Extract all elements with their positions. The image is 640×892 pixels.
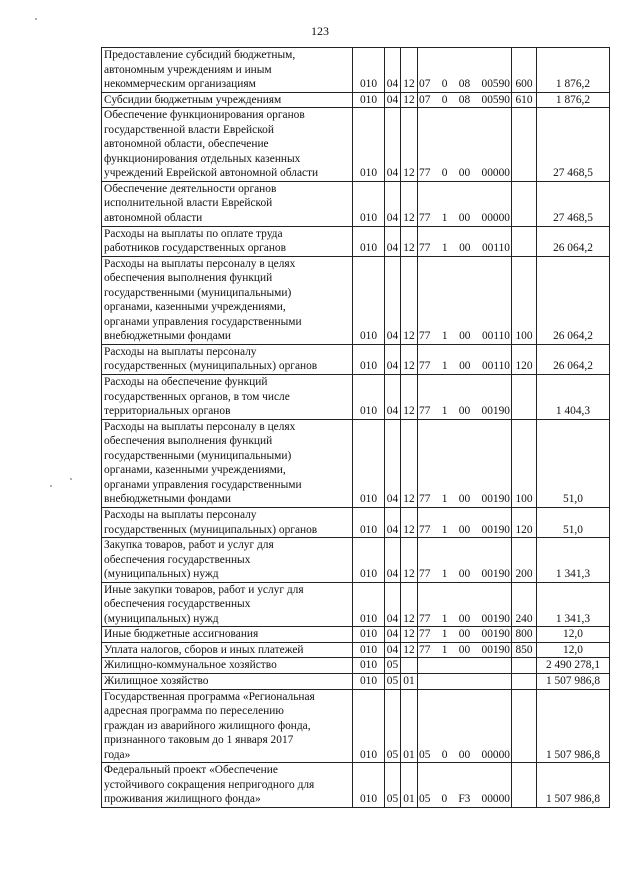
expense-name-line: государственных (муниципальных) органов (104, 523, 318, 536)
code-rz-cell: 05 (385, 763, 401, 808)
expense-name-line: государственных органов, в том числе (104, 390, 290, 403)
expense-name-line: автономной области, обеспечение (104, 138, 269, 151)
code-csr-cell (418, 48, 512, 93)
amount-cell: 1 341,3 (537, 538, 610, 583)
code-rz-cell: 04 (385, 538, 401, 583)
expense-name-line: Расходы на выплаты персоналу (104, 345, 257, 358)
table-row (102, 375, 610, 420)
code-csr-part: 1 (441, 212, 448, 225)
code-csr-part: 08 (458, 93, 471, 106)
code-csr-cell (418, 256, 512, 344)
expense-name-cell (102, 642, 353, 658)
code-rz-cell: 04 (385, 226, 401, 256)
expense-name-line: обеспечения государственных (104, 598, 251, 611)
code-csr-part: 00190 (481, 493, 510, 506)
code-csr-part: 00 (458, 212, 471, 225)
expense-name-line: территориальных органов (104, 405, 231, 418)
code-pr-cell: 12 (401, 642, 418, 658)
amount-cell: 27 468,5 (537, 181, 610, 226)
code-pr-cell: 12 (401, 419, 418, 507)
code-csr-part: 1 (441, 405, 448, 418)
code-pr-cell: 12 (401, 582, 418, 627)
code-csr-part: 1 (441, 568, 448, 581)
code-csr-part: 1 (441, 330, 448, 343)
expense-name-line: граждан из аварийного жилищного фонда, (104, 719, 311, 732)
expense-name-line: некоммерческим организациям (104, 78, 256, 91)
expense-name-cell (102, 92, 353, 108)
expense-name-line: проживания жилищного фонда» (104, 793, 261, 806)
code-csr-part: 0 (441, 793, 448, 806)
code-csr-part: 05 (419, 793, 431, 806)
expense-name-line: функционирования отдельных казенных (104, 152, 301, 165)
expense-name-line: обеспечения государственных (104, 553, 251, 566)
code-csr-part: 1 (441, 612, 448, 625)
code-vr-cell: 120 (512, 507, 537, 537)
code-csr-part: 00110 (481, 330, 510, 343)
expense-name-cell (102, 108, 353, 182)
code-csr-part: 77 (419, 212, 431, 225)
expense-name-line: учреждений Еврейской автономной области (104, 167, 319, 180)
code-gr-cell: 010 (353, 689, 385, 763)
table-row (102, 763, 610, 808)
code-gr-cell: 010 (353, 48, 385, 93)
table-row (102, 582, 610, 627)
code-vr-cell (512, 658, 537, 674)
expense-name-line: Иные закупки товаров, работ и услуг для (104, 583, 304, 596)
code-rz-cell: 04 (385, 181, 401, 226)
code-vr-cell: 800 (512, 627, 537, 643)
code-csr-part: 1 (441, 523, 448, 536)
expense-name-line: Обеспечение функционирования органов (104, 109, 305, 122)
code-vr-cell (512, 181, 537, 226)
code-csr-cell (418, 181, 512, 226)
code-pr-cell: 12 (401, 507, 418, 537)
expense-name-line: Жилищно-коммунальное хозяйство (104, 659, 277, 672)
code-csr-cell (418, 582, 512, 627)
code-csr-cell (418, 673, 512, 689)
code-pr-cell: 12 (401, 92, 418, 108)
code-vr-cell (512, 375, 537, 420)
code-csr-part: 77 (419, 493, 431, 506)
expense-name-line: Предоставление субсидий бюджетным, (104, 49, 296, 61)
expense-name-line: Жилищное хозяйство (104, 674, 209, 687)
code-csr-part: 00000 (481, 167, 510, 180)
code-gr-cell: 010 (353, 507, 385, 537)
code-csr-part: 0 (441, 748, 448, 761)
expense-name-cell (102, 256, 353, 344)
code-csr-parts (418, 77, 511, 92)
code-csr-part: 00 (458, 628, 471, 641)
amount-cell: 27 468,5 (537, 108, 610, 182)
expense-name-cell (102, 627, 353, 643)
code-rz-cell: 04 (385, 92, 401, 108)
code-csr-parts (418, 612, 511, 627)
expense-name-cell (102, 689, 353, 763)
code-pr-cell: 12 (401, 375, 418, 420)
code-csr-part: 00 (458, 523, 471, 536)
code-pr-cell: 12 (401, 344, 418, 374)
code-gr-cell: 010 (353, 763, 385, 808)
code-csr-parts (418, 404, 511, 419)
code-csr-cell (418, 108, 512, 182)
code-csr-parts (418, 748, 511, 763)
code-csr-part: 1 (441, 493, 448, 506)
expense-name-line: автономной области (104, 212, 203, 225)
code-gr-cell: 010 (353, 642, 385, 658)
code-gr-cell: 010 (353, 108, 385, 182)
code-csr-cell (418, 507, 512, 537)
code-pr-cell: 01 (401, 763, 418, 808)
code-csr-parts (418, 792, 511, 807)
table-row (102, 256, 610, 344)
code-vr-cell: 610 (512, 92, 537, 108)
code-gr-cell: 010 (353, 673, 385, 689)
code-vr-cell: 100 (512, 419, 537, 507)
code-vr-cell: 240 (512, 582, 537, 627)
code-gr-cell: 010 (353, 582, 385, 627)
expense-name-line: Субсидии бюджетным учреждениям (104, 93, 282, 106)
code-pr-cell: 12 (401, 48, 418, 93)
expense-name-line: органами управления государственными (104, 478, 302, 491)
table-row (102, 507, 610, 537)
table-row (102, 344, 610, 374)
code-pr-cell: 12 (401, 256, 418, 344)
expense-name-line: Расходы на обеспечение функций (104, 376, 268, 389)
scan-speck (50, 485, 52, 487)
expense-name-line: автономным учреждениям и иным (104, 63, 272, 76)
code-vr-cell: 600 (512, 48, 537, 93)
code-vr-cell (512, 108, 537, 182)
code-csr-parts (418, 166, 511, 181)
code-gr-cell: 010 (353, 658, 385, 674)
expense-name-line: внебюджетными фондами (104, 493, 232, 506)
code-csr-part: F3 (458, 793, 471, 806)
amount-cell: 2 490 278,1 (537, 658, 610, 674)
code-csr-part: 1 (441, 628, 448, 641)
code-rz-cell: 04 (385, 419, 401, 507)
expense-name-line: Закупка товаров, работ и услуг для (104, 539, 274, 552)
code-rz-cell: 04 (385, 582, 401, 627)
expense-name-line: государственных (муниципальных) органов (104, 360, 318, 373)
code-csr-part: 00110 (481, 242, 510, 255)
table-row (102, 48, 610, 93)
expense-name-line: обеспечения выполнения функций (104, 435, 273, 448)
expense-name-cell (102, 673, 353, 689)
code-csr-parts (418, 492, 511, 507)
amount-cell: 1 507 986,8 (537, 763, 610, 808)
expense-name-line: органами, казенными учреждениями, (104, 301, 286, 314)
expense-name-line: признанного таковым до 1 января 2017 (104, 734, 294, 747)
code-csr-cell (418, 226, 512, 256)
code-csr-part: 00 (458, 748, 471, 761)
code-csr-part: 00190 (481, 523, 510, 536)
code-csr-part: 77 (419, 643, 431, 656)
code-csr-part: 77 (419, 405, 431, 418)
code-csr-part: 00 (458, 493, 471, 506)
code-csr-part: 00110 (481, 360, 510, 373)
amount-cell: 1 404,3 (537, 375, 610, 420)
code-gr-cell: 010 (353, 256, 385, 344)
code-vr-cell: 120 (512, 344, 537, 374)
code-csr-part: 00 (459, 242, 471, 255)
code-pr-cell: 12 (401, 226, 418, 256)
code-csr-part: 0 (441, 93, 448, 106)
code-csr-part: 00590 (481, 93, 510, 106)
amount-cell: 1 341,3 (537, 582, 610, 627)
code-vr-cell (512, 689, 537, 763)
code-rz-cell: 05 (385, 673, 401, 689)
code-rz-cell: 04 (385, 48, 401, 93)
expense-name-line: органами, казенными учреждениями, (104, 464, 286, 477)
code-rz-cell: 05 (385, 658, 401, 674)
code-csr-part: 0 (441, 167, 448, 180)
amount-cell: 51,0 (537, 507, 610, 537)
table-row (102, 226, 610, 256)
code-csr-part: 00 (458, 568, 471, 581)
code-csr-cell (418, 689, 512, 763)
code-rz-cell: 05 (385, 689, 401, 763)
code-csr-part: 00 (458, 612, 471, 625)
table-row (102, 689, 610, 763)
code-pr-cell: 12 (401, 538, 418, 583)
code-pr-cell: 12 (401, 108, 418, 182)
code-vr-cell (512, 763, 537, 808)
code-csr-part: 77 (419, 242, 431, 255)
amount-cell: 1 876,2 (537, 48, 610, 93)
amount-cell: 26 064,2 (537, 344, 610, 374)
expense-name-line: Расходы на выплаты по оплате труда (104, 227, 283, 240)
expense-name-cell (102, 181, 353, 226)
code-csr-parts (418, 211, 511, 226)
code-gr-cell: 010 (353, 226, 385, 256)
table-row (102, 419, 610, 507)
table-row (102, 92, 610, 108)
expense-name-cell (102, 375, 353, 420)
code-rz-cell: 04 (385, 642, 401, 658)
code-rz-cell: 04 (385, 108, 401, 182)
code-gr-cell: 010 (353, 344, 385, 374)
expense-name-cell (102, 538, 353, 583)
code-csr-part: 05 (419, 748, 431, 761)
table-row (102, 538, 610, 583)
code-csr-part: 00190 (481, 643, 510, 656)
code-vr-cell: 100 (512, 256, 537, 344)
code-pr-cell: 12 (401, 181, 418, 226)
amount-cell: 26 064,2 (537, 256, 610, 344)
code-csr-cell (418, 344, 512, 374)
expense-name-line: Федеральный проект «Обеспечение (104, 764, 278, 777)
expense-name-cell (102, 48, 353, 93)
amount-cell: 12,0 (537, 642, 610, 658)
code-csr-part: 1 (441, 242, 448, 255)
expense-name-line: Иные бюджетные ассигнования (104, 628, 259, 641)
expense-name-line: Уплата налогов, сборов и иных платежей (104, 643, 304, 656)
expense-name-line: (муниципальных) нужд (104, 568, 219, 581)
code-pr-cell: 01 (401, 689, 418, 763)
expense-name-line: года» (104, 748, 131, 761)
code-vr-cell (512, 226, 537, 256)
code-csr-cell (418, 375, 512, 420)
code-csr-part: 00000 (481, 212, 510, 225)
table-body (102, 48, 610, 808)
expense-name-line: устойчивого сокращения непригодного для (104, 778, 315, 791)
amount-cell: 26 064,2 (537, 226, 610, 256)
code-pr-cell (401, 658, 418, 674)
expense-name-cell (102, 419, 353, 507)
expense-name-cell (102, 582, 353, 627)
code-csr-parts (418, 359, 511, 374)
expense-name-line: исполнительной власти Еврейской (104, 197, 273, 210)
code-csr-part: 08 (458, 78, 471, 91)
code-vr-cell: 850 (512, 642, 537, 658)
amount-cell: 12,0 (537, 627, 610, 643)
code-csr-part: 00 (458, 167, 471, 180)
table-row (102, 108, 610, 182)
code-csr-part: 00190 (481, 628, 510, 641)
code-gr-cell: 010 (353, 181, 385, 226)
amount-cell: 1 507 986,8 (537, 689, 610, 763)
code-csr-part: 00590 (481, 78, 510, 91)
scan-speck (35, 18, 37, 20)
expense-name-line: государственными (муниципальными) (104, 449, 292, 462)
page-number: 123 (311, 24, 329, 38)
code-csr-part: 1 (441, 643, 448, 656)
budget-table (101, 47, 610, 808)
code-vr-cell (512, 673, 537, 689)
code-pr-cell: 01 (401, 673, 418, 689)
expense-name-cell (102, 763, 353, 808)
code-pr-cell: 12 (401, 627, 418, 643)
expense-name-line: Расходы на выплаты персоналу в целях (104, 420, 296, 433)
code-csr-part: 00 (458, 643, 471, 656)
code-csr-part: 77 (419, 167, 431, 180)
code-csr-part: 00190 (481, 405, 510, 418)
code-csr-part: 0 (441, 78, 448, 91)
expense-name-line: работников государственных органов (104, 242, 287, 255)
code-csr-parts (418, 643, 511, 658)
amount-cell: 51,0 (537, 419, 610, 507)
code-gr-cell: 010 (353, 419, 385, 507)
expense-name-line: государственной власти Еврейской (104, 123, 274, 136)
code-rz-cell: 04 (385, 507, 401, 537)
expense-name-line: Обеспечение деятельности органов (104, 182, 277, 195)
code-gr-cell: 010 (353, 92, 385, 108)
code-rz-cell: 04 (385, 627, 401, 643)
table-row (102, 673, 610, 689)
expense-name-cell (102, 344, 353, 374)
code-rz-cell: 04 (385, 344, 401, 374)
expense-name-line: Государственная программа «Региональная (104, 690, 315, 703)
expense-name-line: Расходы на выплаты персоналу в целях (104, 257, 296, 270)
code-csr-part: 07 (419, 78, 431, 91)
code-csr-part: 07 (419, 93, 431, 106)
code-rz-cell: 04 (385, 256, 401, 344)
table-row (102, 181, 610, 226)
code-csr-part: 77 (419, 568, 431, 581)
table-row (102, 658, 610, 674)
code-rz-cell: 04 (385, 375, 401, 420)
code-csr-part: 00000 (481, 793, 510, 806)
table-row (102, 642, 610, 658)
code-csr-cell (418, 763, 512, 808)
expense-name-line: (муниципальных) нужд (104, 612, 219, 625)
code-csr-part: 1 (441, 360, 448, 373)
code-gr-cell: 010 (353, 627, 385, 643)
code-csr-part: 00000 (481, 748, 510, 761)
code-csr-parts (418, 329, 511, 344)
expense-name-line: органами управления государственными (104, 315, 302, 328)
code-csr-cell (418, 658, 512, 674)
expense-name-line: адресная программа по переселению (104, 705, 284, 718)
expense-name-line: внебюджетными фондами (104, 330, 232, 343)
amount-cell: 1 876,2 (537, 92, 610, 108)
table-row (102, 627, 610, 643)
code-csr-cell (418, 627, 512, 643)
expense-name-cell (102, 658, 353, 674)
code-gr-cell: 010 (353, 375, 385, 420)
code-csr-part: 00190 (481, 568, 510, 581)
code-csr-part: 77 (419, 330, 431, 343)
expense-name-cell (102, 226, 353, 256)
code-csr-part: 00 (459, 330, 471, 343)
code-csr-cell (418, 92, 512, 108)
scan-speck (70, 478, 72, 480)
code-csr-cell (418, 538, 512, 583)
code-csr-part: 00 (459, 360, 471, 373)
code-csr-part: 77 (419, 628, 431, 641)
code-gr-cell: 010 (353, 538, 385, 583)
expense-name-line: Расходы на выплаты персоналу (104, 508, 257, 521)
expense-name-line: государственными (муниципальными) (104, 286, 292, 299)
code-vr-cell: 200 (512, 538, 537, 583)
expense-name-line: обеспечения выполнения функций (104, 272, 273, 285)
code-csr-cell (418, 419, 512, 507)
code-csr-part: 00 (458, 405, 471, 418)
code-csr-part: 77 (419, 523, 431, 536)
code-csr-part: 00190 (481, 612, 510, 625)
code-csr-cell (418, 642, 512, 658)
code-csr-part: 77 (419, 360, 431, 373)
code-csr-parts (418, 93, 511, 108)
expense-name-cell (102, 507, 353, 537)
code-csr-parts (418, 567, 511, 582)
code-csr-parts (418, 241, 511, 256)
code-csr-part: 77 (419, 612, 431, 625)
code-csr-parts (418, 627, 511, 642)
code-csr-parts (418, 523, 511, 538)
amount-cell: 1 507 986,8 (537, 673, 610, 689)
